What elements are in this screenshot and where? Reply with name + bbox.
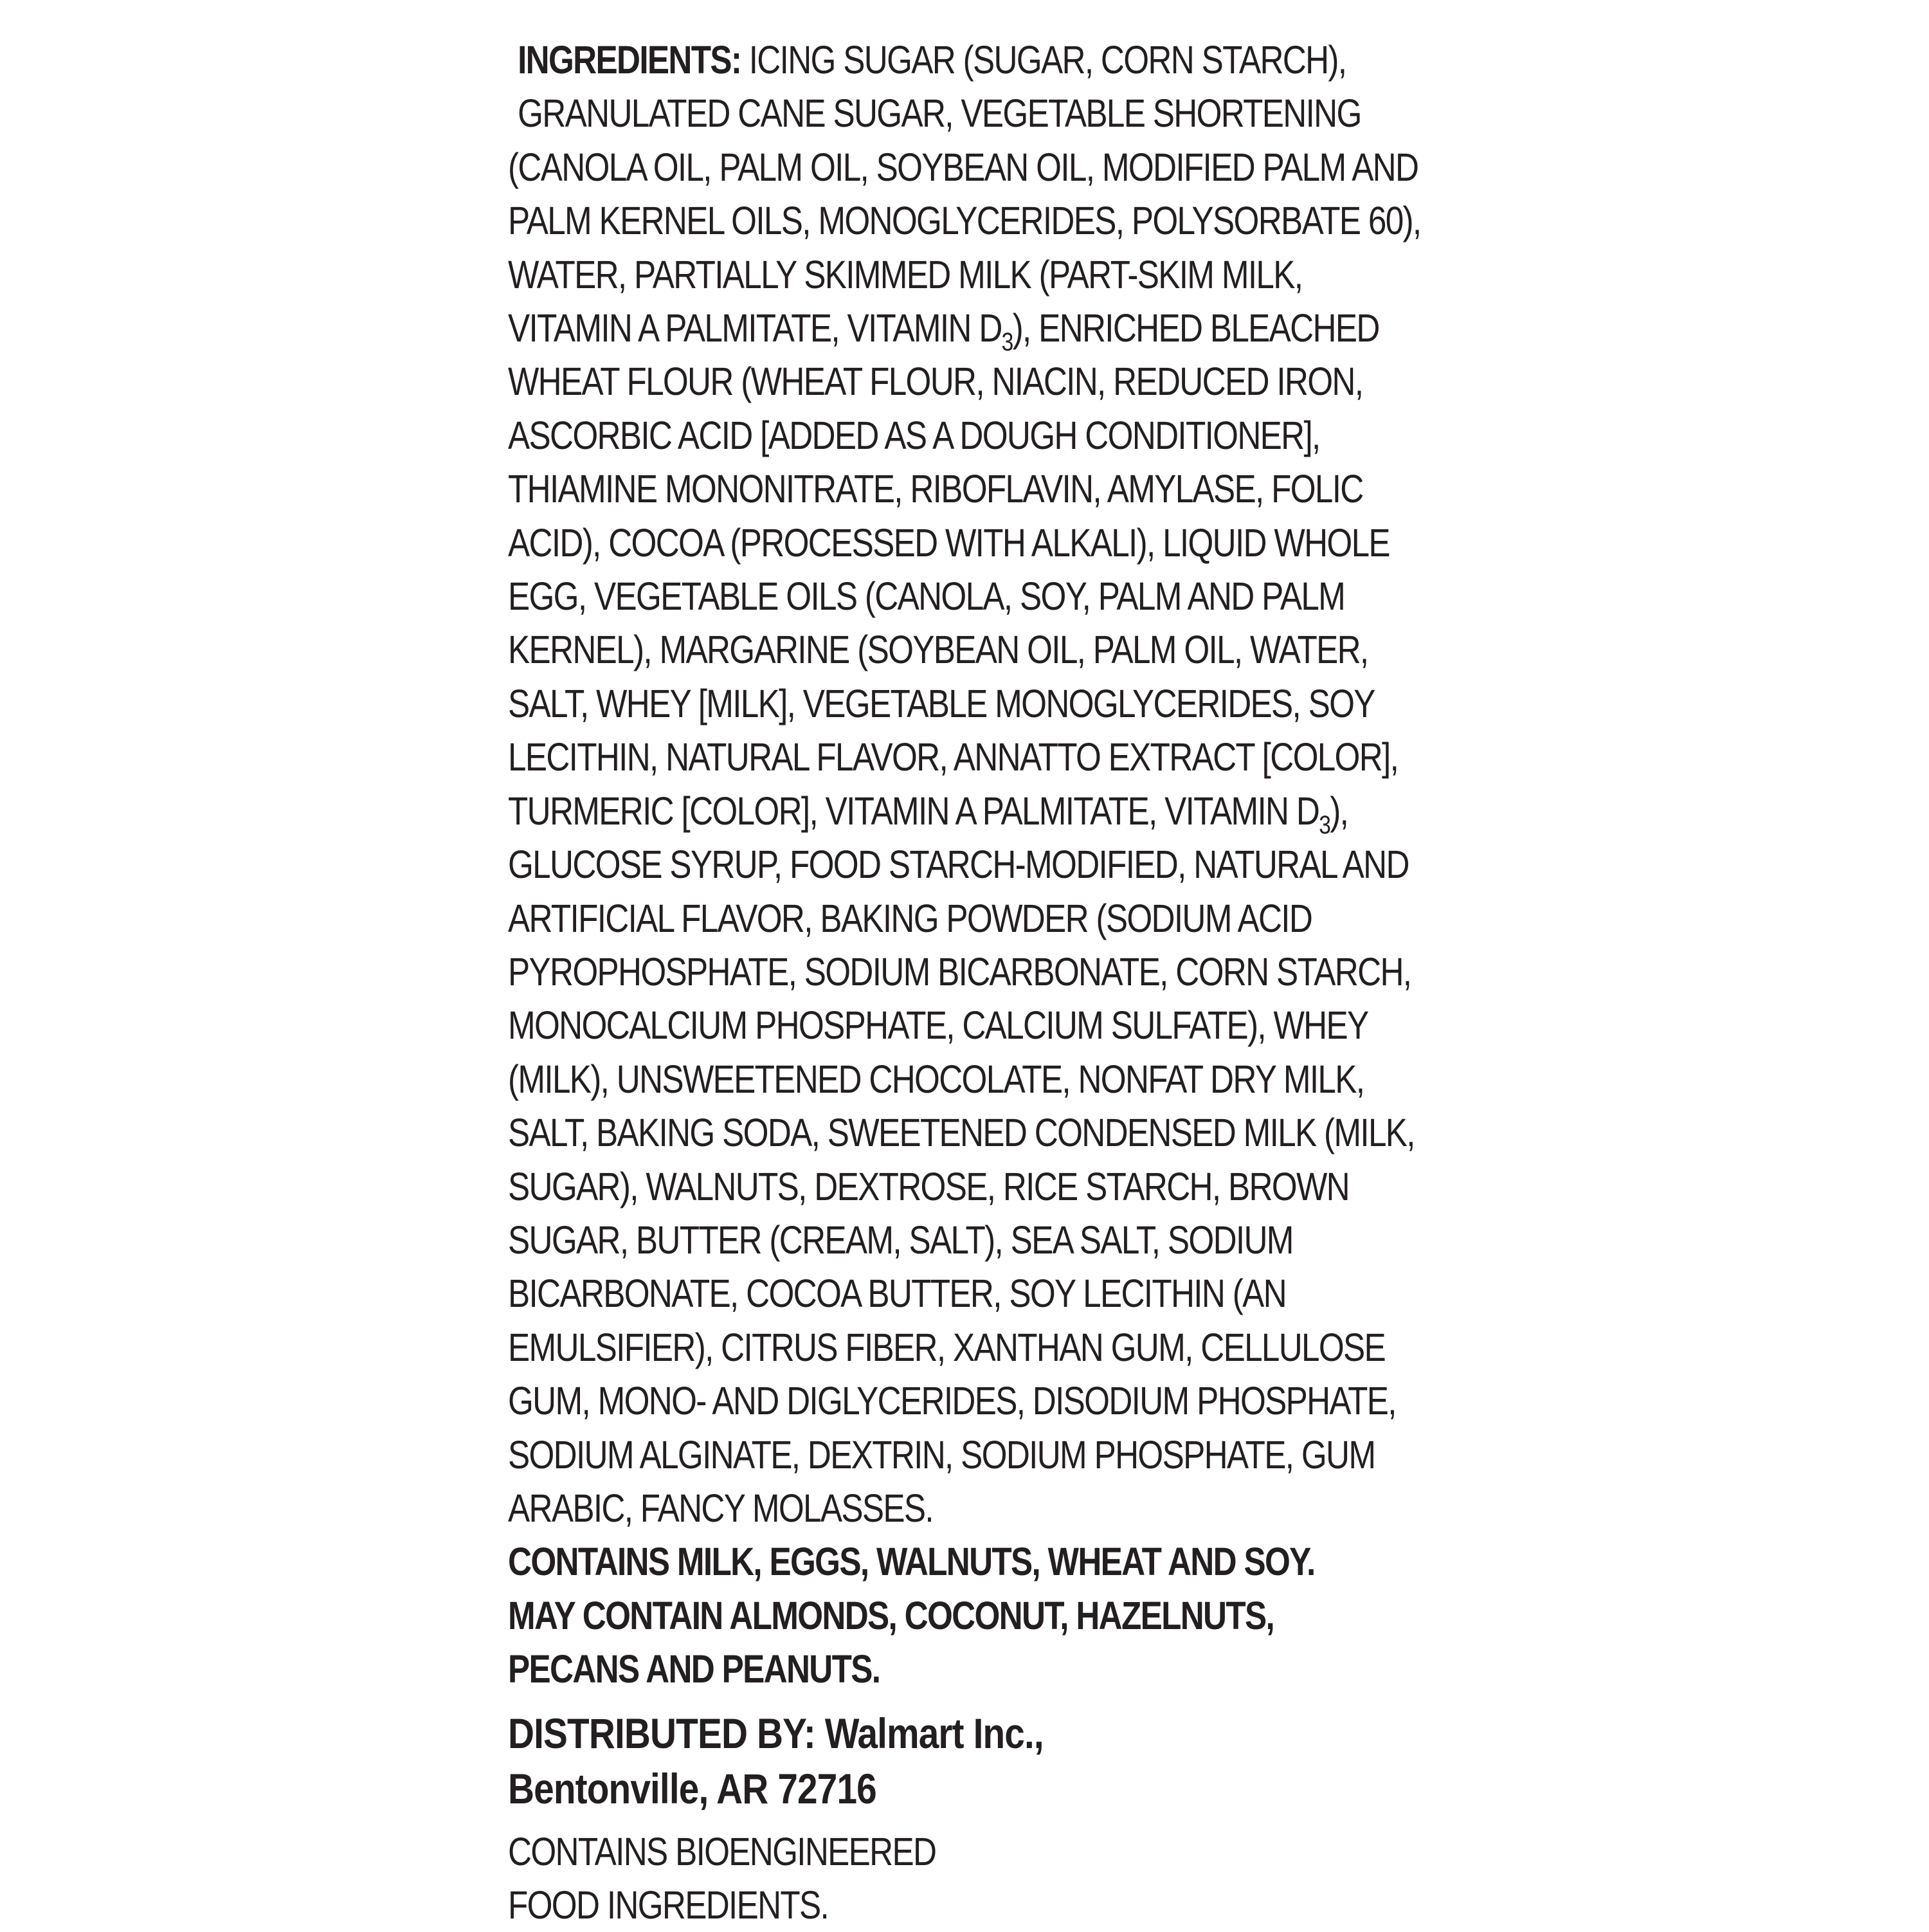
- ingredients-text: TURMERIC [COLOR], VITAMIN A PALMITATE, VITAMIN D: [508, 788, 1319, 833]
- ingredients-line: ARABIC, FANCY MOLASSES.: [508, 1486, 933, 1530]
- ingredients-heading: INGREDIENTS:: [518, 38, 741, 82]
- ingredient-label: [508, 33, 1434, 1932]
- ingredients-line: MONOCALCIUM PHOSPHATE, CALCIUM SULFATE), WHEY: [508, 1003, 1368, 1048]
- ingredients-line: GLUCOSE SYRUP, FOOD STARCH-MODIFIED, NATURAL AND: [508, 843, 1409, 887]
- ingredients-text: VITAMIN A PALMITATE, VITAMIN D: [508, 306, 1002, 351]
- ingredients-list: [508, 33, 1434, 1535]
- ingredients-line: (MILK), UNSWEETENED CHOCOLATE, NONFAT DRY MILK,: [508, 1057, 1364, 1101]
- allergen-line: CONTAINS MILK, EGGS, WALNUTS, WHEAT AND SOY.: [508, 1540, 1315, 1584]
- ingredients-line: GRANULATED CANE SUGAR, VEGETABLE SHORTENING: [518, 91, 1361, 136]
- ingredients-line: EGG, VEGETABLE OILS (CANOLA, SOY, PALM AND PALM: [508, 574, 1345, 619]
- ingredients-text: ), ENRICHED BLEACHED: [1012, 306, 1379, 351]
- ingredients-line: [508, 785, 1348, 839]
- ingredients-line: LECITHIN, NATURAL FLAVOR, ANNATTO EXTRACT [COLOR],: [508, 735, 1399, 779]
- bioengineered-disclosure: [508, 1825, 1434, 1932]
- ingredients-line: (CANOLA OIL, PALM OIL, SOYBEAN OIL, MODIFIED PALM AND: [508, 145, 1418, 189]
- ingredients-line: GUM, MONO- AND DIGLYCERIDES, DISODIUM PHOSPHATE,: [508, 1379, 1396, 1423]
- subscript: 3: [1001, 328, 1013, 357]
- distributor-statement: [508, 1706, 1434, 1816]
- ingredients-line: EMULSIFIER), CITRUS FIBER, XANTHAN GUM, CELLULOSE: [508, 1325, 1386, 1369]
- distributor-line: DISTRIBUTED BY: Walmart Inc.,: [508, 1709, 1044, 1757]
- ingredients-line: SALT, BAKING SODA, SWEETENED CONDENSED MILK (MILK,: [508, 1111, 1415, 1155]
- allergen-line: PECANS AND PEANUTS.: [508, 1647, 880, 1691]
- ingredients-line: ACID), COCOA (PROCESSED WITH ALKALI), LIQUID WHOLE: [508, 520, 1390, 565]
- ingredients-line: BICARBONATE, COCOA BUTTER, SOY LECITHIN (AN: [508, 1271, 1286, 1316]
- allergen-statement: [508, 1535, 1434, 1696]
- ingredients-line: KERNEL), MARGARINE (SOYBEAN OIL, PALM OIL, WATER,: [508, 628, 1368, 672]
- subscript: 3: [1319, 810, 1330, 839]
- ingredients-text: ),: [1330, 788, 1348, 833]
- ingredients-line: PYROPHOSPHATE, SODIUM BICARBONATE, CORN STARCH,: [508, 949, 1411, 994]
- ingredients-line: [508, 302, 1379, 357]
- ingredients-line: WHEAT FLOUR (WHEAT FLOUR, NIACIN, REDUCED IRON,: [508, 360, 1363, 404]
- ingredients-line: [508, 33, 1346, 87]
- ingredients-line: WATER, PARTIALLY SKIMMED MILK (PART-SKIM MILK,: [508, 252, 1303, 296]
- ingredients-line: SALT, WHEY [MILK], VEGETABLE MONOGLYCERIDES, SOY: [508, 681, 1375, 725]
- ingredients-line: ARTIFICIAL FLAVOR, BAKING POWDER (SODIUM ACID: [508, 896, 1312, 940]
- distributor-address: Bentonville, AR 72716: [508, 1764, 876, 1812]
- bioengineered-line: FOOD INGREDIENTS.: [508, 1883, 829, 1927]
- bioengineered-line: CONTAINS BIOENGINEERED: [508, 1829, 936, 1873]
- ingredients-line: SUGAR), WALNUTS, DEXTROSE, RICE STARCH, BROWN: [508, 1164, 1349, 1208]
- allergen-line: MAY CONTAIN ALMONDS, COCONUT, HAZELNUTS,: [508, 1593, 1274, 1637]
- ingredients-text: ICING SUGAR (SUGAR, CORN STARCH),: [741, 38, 1346, 82]
- ingredients-line: THIAMINE MONONITRATE, RIBOFLAVIN, AMYLASE, FOLIC: [508, 467, 1363, 511]
- ingredients-line: SUGAR, BUTTER (CREAM, SALT), SEA SALT, SODIUM: [508, 1217, 1293, 1262]
- ingredients-line: PALM KERNEL OILS, MONOGLYCERIDES, POLYSORBATE 60),: [508, 199, 1421, 243]
- ingredients-line: ASCORBIC ACID [ADDED AS A DOUGH CONDITIONER],: [508, 413, 1320, 457]
- ingredients-line: SODIUM ALGINATE, DEXTRIN, SODIUM PHOSPHATE, GUM: [508, 1432, 1375, 1477]
